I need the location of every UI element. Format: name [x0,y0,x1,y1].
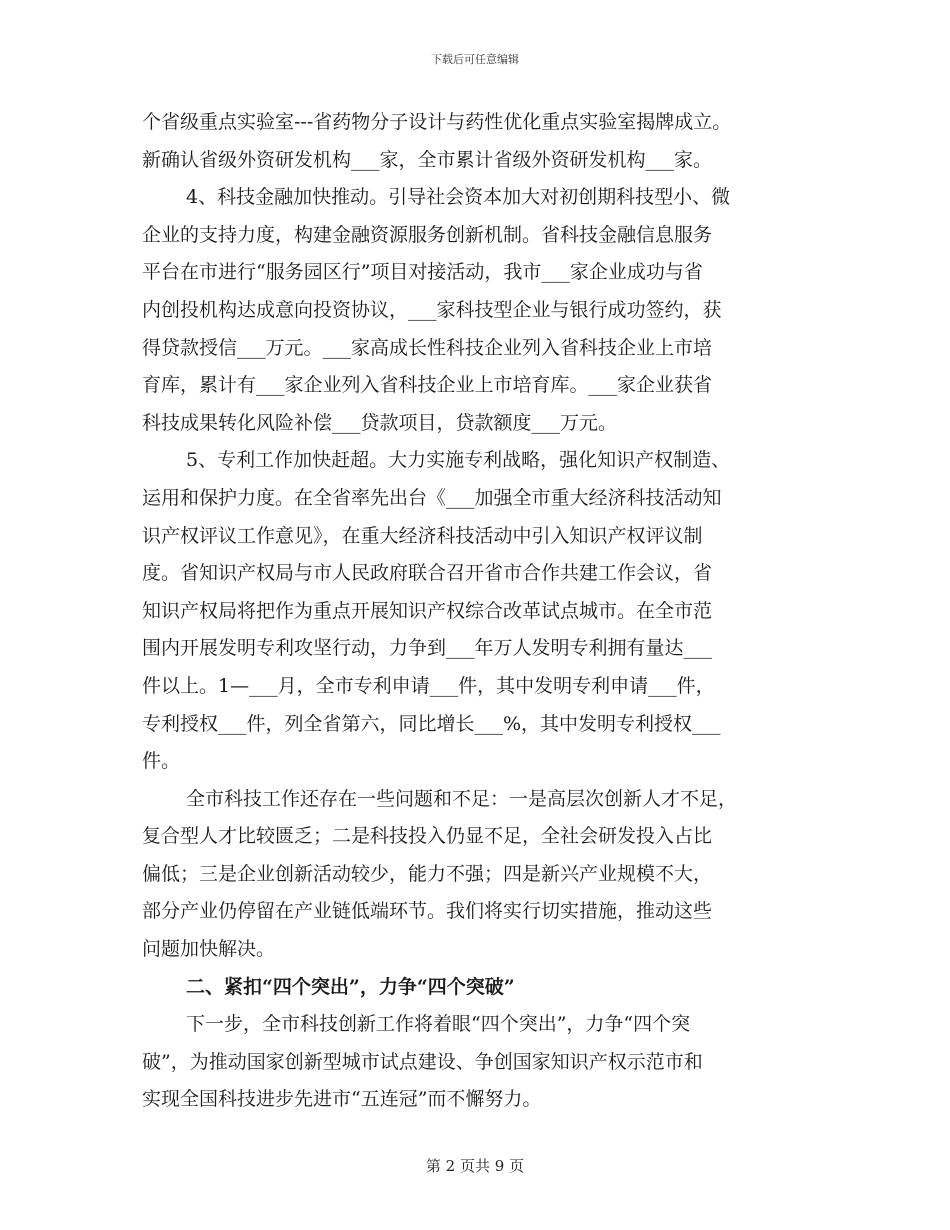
text-line: 得贷款授信___万元。___家高成长性科技企业列入省科技企业上市培 [142,336,713,359]
section-heading: 二、紧扣“四个突出”，力争“四个突破” [186,975,515,998]
text-line: 件。 [142,750,181,773]
text-line: 内创投机构达成意向投资协议，___家科技型企业与银行成功签约，获 [142,298,722,321]
document-body [142,104,812,1119]
text-line: 下一步，全市科技创新工作将着眼“四个突出”，力争“四个突 [186,1013,691,1036]
text-line: 部分产业仍停留在产业链低端环节。我们将实行切实措施，推动这些 [142,900,713,923]
text-line: 围内开展发明专利攻坚行动，力争到___年万人发明专利拥有量达___ [142,637,713,660]
text-line: 问题加快解决。 [142,938,276,961]
text-line: 科技成果转化风险补偿___贷款项目，贷款额度___万元。 [142,411,618,434]
text-line: 偏低；三是企业创新活动较少，能力不强；四是新兴产业规模不大， [142,862,713,885]
text-line: 全市科技工作还存在一些问题和不足：一是高层次创新人才不足， [186,787,738,810]
text-line: 专利授权___件，列全省第六，同比增长___%，其中发明专利授权___ [142,712,721,735]
text-line: 平台在市进行“服务园区行”项目对接活动，我市___家企业成功与省 [142,261,703,284]
page-footer: 第 2 页共 9 页 [425,1157,525,1175]
text-line: 5、专利工作加快赶超。大力实施专利战略，强化知识产权制造、 [186,449,731,472]
text-line: 破”，为推动国家创新型城市试点建设、争创国家知识产权示范市和 [142,1050,703,1073]
text-line: 企业的支持力度，构建金融资源服务创新机制。省科技金融信息服务 [142,223,713,246]
text-line: 识产权评议工作意见》，在重大经济科技活动中引入知识产权评议制 [142,524,703,547]
text-line: 件以上。1—___月，全市专利申请___件，其中发明专利申请___件， [142,674,715,697]
text-line: 4、科技金融加快推动。引导社会资本加大对初创期科技型小、微 [186,186,731,209]
text-line: 运用和保护力度。在全省率先出台《___加强全市重大经济科技活动知 [142,486,722,509]
text-line: 个省级重点实验室---省药物分子设计与药性优化重点实验室揭牌成立。 [142,111,732,133]
text-line: 育库，累计有___家企业列入省科技企业上市培育库。___家企业获省 [142,374,713,397]
text-line: 知识产权局将把作为重点开展知识产权综合改革试点城市。在全市范 [142,599,713,622]
text-line: 新确认省级外资研发机构___家，全市累计省级外资研发机构___家。 [142,148,713,171]
text-line: 实现全国科技进步先进市“五连冠”而不懈努力。 [142,1088,542,1111]
text-line: 复合型人才比较匮乏；二是科技投入仍显不足，全社会研发投入占比 [142,825,713,848]
text-line: 度。省知识产权局与市人民政府联合召开省市合作共建工作会议，省 [142,562,713,585]
page-header: 下载后可任意编辑 [431,53,519,66]
